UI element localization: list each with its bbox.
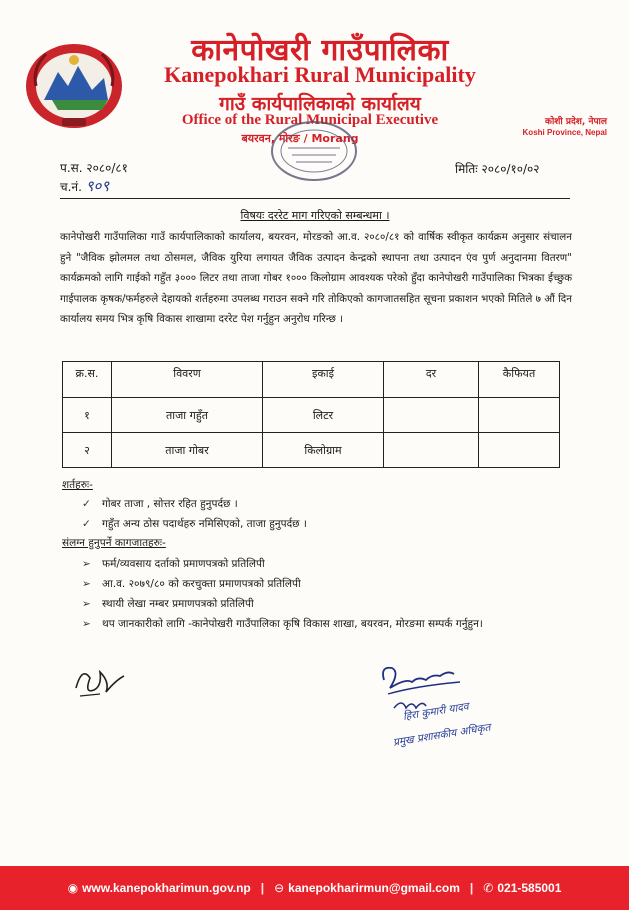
table-row <box>63 398 560 433</box>
footer-separator: | <box>260 881 265 895</box>
municipality-emblem-icon <box>22 38 126 134</box>
ps-label: प.स. <box>60 161 83 175</box>
office-name-english: Office of the Rural Municipal Executive <box>181 112 439 128</box>
office-name-nepali: गाउँ कार्यपालिकाको कार्यालय <box>219 93 421 115</box>
phone-icon: ✆ <box>483 881 494 895</box>
col-description: विवरण <box>112 362 263 398</box>
officer-name: हिरा कुमारी यादव <box>402 700 470 723</box>
cell-rate <box>384 433 479 468</box>
reference-fiscal-year <box>60 159 128 176</box>
conditions-heading: शर्तहरुः- <box>62 479 93 491</box>
initials-signature <box>70 658 130 700</box>
cell-remarks <box>479 433 560 468</box>
arrow-right-icon: ➢ <box>82 578 91 590</box>
list-item: ➢ स्थायी लेखा नम्बर प्रमाणपत्रको प्रतिलिपी <box>82 598 254 610</box>
col-unit: इकाई <box>263 362 384 398</box>
letter-body: कानेपोखरी गाउँपालिका गाउँ कार्यपालिकाको कार्यालय, बयरवन, मोरङको आ.व. २०८०/८१ को वार्षिक स्वीकृत कार्यक्रम अनुसार संचालन हुने "जैविक झोलमल तथा ठोसमल, जैविक युरिया लगायत जैविक उत्पादन केन्द्रको स्थापना तथा उत्पादन एंव पुर्ण अनुदानमा वितरण" कार्यक्रमको लागि गाईको गहुँत ३००० लिटर तथा ताजा गोबर १००० किलोग्राम आवश्यक परेको हुँदा कानेपोखरी गाउँपालिका भित्रका ईच्छुक गाईपालक कृषक/फर्महरुले देहायको शर्तहरुमा उपलब्ध गराउन सक्ने गरि तोकिएको कागजातसहित सूचना प्रकाशन भएको मितिले ७ औं दिन कार्यालय समय भित्र कृषि विकास शाखामा दररेट पेश गर्नुहुन अनुरोध गरिन्छ । <box>60 231 572 325</box>
cell-remarks <box>479 398 560 433</box>
cell-serial: २ <box>63 433 112 468</box>
documents-heading: संलग्न हुनुपर्ने कागजातहरुः- <box>62 537 166 549</box>
cell-description: ताजा गहुँत <box>112 398 263 433</box>
items-table <box>62 361 560 468</box>
officer-title: प्रमुख प्रशासकीय अधिकृत <box>392 721 492 749</box>
municipality-name-english: Kanepokhari Rural Municipality <box>164 62 476 87</box>
arrow-right-icon: ➢ <box>82 558 91 570</box>
footer-bar <box>0 866 629 910</box>
letter-date <box>455 160 540 177</box>
province-nepali: कोशी प्रदेश, नेपाल <box>545 117 607 127</box>
check-icon: ✓ <box>82 518 91 530</box>
email-icon: ⊖ <box>274 881 285 895</box>
office-address: बयरवन, मोरङ / Morang <box>241 132 359 145</box>
date-value: २०८०/१०/०२ <box>481 162 540 176</box>
letter-subject: विषयः दररेट माग गरिएको सम्बन्धमा । <box>240 209 390 222</box>
cell-unit: किलोग्राम <box>263 433 384 468</box>
list-item: ✓ गोबर ताजा , सोत्तर रहित हुनुपर्दछ । <box>82 498 238 510</box>
check-icon: ✓ <box>82 498 91 510</box>
arrow-right-icon: ➢ <box>82 598 91 610</box>
cell-rate <box>384 398 479 433</box>
footer-separator: | <box>469 881 474 895</box>
col-rate: दर <box>384 362 479 398</box>
reference-dispatch-number <box>60 176 109 196</box>
globe-icon: ◉ <box>67 881 79 895</box>
footer-phone[interactable]: ✆ 021-585001 <box>483 881 562 895</box>
col-serial: क्र.स. <box>63 362 112 398</box>
list-item: ➢ फर्म/व्यवसाय दर्ताको प्रमाणपत्रको प्रतिलिपी <box>82 558 265 570</box>
footer-email[interactable]: ⊖ kanepokharirmun@gmail.com <box>274 881 460 895</box>
ps-value: २०८०/८१ <box>86 161 128 175</box>
table-row <box>63 433 560 468</box>
arrow-right-icon: ➢ <box>82 618 91 630</box>
cell-unit: लिटर <box>263 398 384 433</box>
province-english: Koshi Province, Nepal <box>522 128 607 137</box>
date-label: मितिः <box>455 162 478 176</box>
table-header-row <box>63 362 560 398</box>
officer-signature <box>376 660 466 732</box>
cn-label: च.नं. <box>60 180 82 194</box>
list-item: ➢ थप जानकारीको लागि -कानेपोखरी गाउँपालिका कृषि विकास शाखा, बयरवन, मोरङमा सम्पर्क गर्नुहुन। <box>82 618 483 630</box>
list-item: ✓ गहुँत अन्य ठोस पदार्थहरु नमिसिएको, ताजा हुनुपर्दछ । <box>82 518 307 530</box>
office-seal-stamp <box>268 118 360 184</box>
cn-value: ९०९ <box>85 177 110 195</box>
cell-description: ताजा गोबर <box>112 433 263 468</box>
cell-serial: १ <box>63 398 112 433</box>
list-item: ➢ आ.व. २०७९/८० को करचुक्ता प्रमाणपत्रको प्रतिलिपी <box>82 578 301 590</box>
footer-website[interactable]: ◉ www.kanepokharimun.gov.np <box>67 881 251 895</box>
col-remarks: कैफियत <box>479 362 560 398</box>
municipality-name-nepali: कानेपोखरी गाउँपालिका <box>191 33 449 68</box>
divider <box>60 198 570 199</box>
